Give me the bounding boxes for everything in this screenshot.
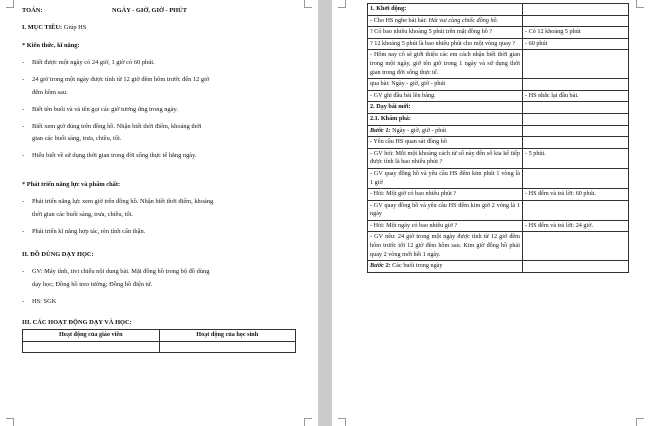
- teacher-activity-cell: [368, 50, 523, 79]
- objectives-heading: I. MỤC TIÊU: Giúp HS: [22, 24, 87, 31]
- list-item-line: 24 giờ trong một ngày được tính từ 12 giờ đêm hôm trước đến 12 giờ: [32, 76, 210, 83]
- cell-text: 2.1. Khám phá:: [370, 114, 411, 122]
- cell-text: - Cho HS nghe bài hát:: [370, 16, 429, 24]
- table-row: [368, 232, 629, 261]
- student-activity-cell: [523, 90, 629, 102]
- document-page-right: [332, 0, 650, 426]
- teacher-activity-cell: [368, 90, 523, 102]
- student-activity-cell: [523, 113, 629, 125]
- table-row: [368, 113, 629, 125]
- student-activity-cell: [523, 50, 629, 79]
- corner-mark: [6, 0, 14, 8]
- cell-text: Bước 2:: [370, 262, 391, 270]
- cell-text: - GV hỏi: Mỗi một khoảng cách từ số này đến số kia kế tiếp được tính là bao nhiêu phút ?: [370, 149, 520, 166]
- list-item-line: Phát triển năng lực xem giờ trên đồng hồ. Nhận biết thời điểm, khoảng: [32, 198, 214, 205]
- bullet-dash: -: [22, 59, 25, 66]
- teacher-activity-cell: [368, 137, 523, 149]
- cell-text: qua bài: Ngày - giờ, giờ - phút: [370, 80, 446, 88]
- bullet-dash: -: [22, 297, 25, 305]
- cell-text: Ngày - giờ, giờ - phút: [390, 126, 447, 134]
- corner-mark: [636, 0, 644, 8]
- cell-text: ? 12 khoảng 5 phút là bao nhiêu phút cho một vòng quay ?: [370, 39, 516, 47]
- ability-heading: * Phát triển năng lực và phẩm chất:: [22, 181, 121, 188]
- table-row: [368, 27, 629, 39]
- list-item-line: Biết tên buổi và và tên gọi các giờ tương ứng trong ngày.: [32, 105, 178, 113]
- cell-text: Các buổi trong ngày: [390, 262, 443, 270]
- teacher-activity-cell: [368, 38, 523, 50]
- teacher-activity-cell: [368, 200, 523, 220]
- cell-text: - HS nhắc lại đầu bài.: [525, 91, 579, 99]
- list-item-line: thời gian các buổi sáng, trưa, chiều, tối.: [32, 210, 134, 218]
- student-activity-cell: [523, 200, 629, 220]
- cell-text: - GV ghi đầu bài lên bảng.: [370, 91, 436, 99]
- student-activity-cell: [523, 261, 629, 273]
- corner-mark: [636, 418, 644, 426]
- student-column-header: Hoạt động của học sinh: [159, 330, 296, 342]
- student-activity-cell: [523, 168, 629, 188]
- table-row: [368, 15, 629, 27]
- list-item-line: Hiểu biết về sử dụng thời gian trong đời sống thực tế hằng ngày.: [32, 152, 197, 159]
- teacher-activity-cell: [368, 261, 523, 273]
- equipment-heading: II. ĐỒ DÙNG DẠY HỌC:: [22, 251, 94, 258]
- cell-text: - 5 phút.: [525, 149, 546, 157]
- student-activity-cell: [523, 189, 629, 201]
- table-row: [368, 148, 629, 168]
- table-row: [368, 168, 629, 188]
- teacher-activity-cell: [368, 102, 523, 114]
- teacher-activity-cell: [368, 4, 523, 16]
- cell-text: 2. Dạy bài mới:: [370, 103, 411, 111]
- table-cell: [159, 341, 296, 352]
- activities-table: [367, 3, 629, 273]
- corner-mark: [304, 0, 312, 8]
- cell-text: - Hỏi: Một ngày có bao nhiêu giờ ?: [370, 221, 458, 229]
- student-activity-cell: [523, 125, 629, 137]
- teacher-activity-cell: [368, 189, 523, 201]
- table-row: [368, 137, 629, 149]
- cell-text: Bước 1:: [370, 126, 391, 134]
- table-row: [368, 102, 629, 114]
- list-item-line: Biết được một ngày có 24 giờ, 1 giờ có 60 phút.: [32, 59, 155, 66]
- bullet-dash: -: [22, 227, 25, 235]
- document-page-left: [0, 0, 318, 426]
- corner-mark: [338, 0, 346, 8]
- cell-text: - Yêu cầu HS quan sát đồng hồ: [370, 138, 447, 146]
- teacher-activity-cell: [368, 148, 523, 168]
- student-activity-cell: [523, 137, 629, 149]
- table-row: [368, 220, 629, 232]
- student-activity-cell: [523, 38, 629, 50]
- list-item-line: gian các buổi sáng, trưa, chiều, tối.: [32, 135, 122, 142]
- teacher-activity-cell: [368, 220, 523, 232]
- bullet-dash: -: [22, 122, 25, 130]
- student-activity-cell: [523, 27, 629, 39]
- bullet-dash: -: [22, 268, 25, 275]
- cell-text: - Hôm nay cô sẽ giới thiệu các em cách nhận biết thời gian trong một ngày, giờ tên giờ trong 1 ngày và sử dụng thời gian trong đời sống thực tế.: [370, 51, 520, 76]
- teacher-column-header: Hoạt động của giáo viên: [23, 330, 160, 342]
- cell-text: - Có 12 khoảng 5 phút: [525, 28, 581, 36]
- table-row: [368, 90, 629, 102]
- subject-label: TOÁN:: [22, 7, 43, 14]
- table-row: [368, 4, 629, 16]
- student-activity-cell: [523, 148, 629, 168]
- table-row: [368, 189, 629, 201]
- student-activity-cell: [523, 232, 629, 261]
- cell-text: Hát vui cùng chiếc đồng hồ.: [428, 16, 499, 24]
- teacher-activity-cell: [368, 15, 523, 27]
- cell-text: - GV quay đồng hồ và yêu cầu HS đếm kim giờ 2 vòng là 1 ngày: [370, 201, 520, 218]
- table-row: [368, 79, 629, 91]
- cell-text: - GV quay đồng hồ và yêu cầu HS đếm kim phút 1 vòng là 1 giờ: [370, 169, 520, 186]
- cell-text: 1. Khởi động:: [370, 5, 407, 12]
- lesson-title: NGÀY - GIỜ, GIỜ - PHÚT: [112, 7, 188, 14]
- cell-text: - 60 phút: [525, 39, 548, 47]
- table-cell: [23, 341, 160, 352]
- teacher-activity-cell: [368, 232, 523, 261]
- teacher-activity-cell: [368, 27, 523, 39]
- corner-mark: [6, 418, 14, 426]
- activities-table-header: [22, 329, 296, 353]
- table-row: [368, 125, 629, 137]
- corner-mark: [338, 418, 346, 426]
- teacher-activity-cell: [368, 168, 523, 188]
- activities-heading: III. CÁC HOẠT ĐỘNG DẠY VÀ HỌC:: [22, 319, 132, 326]
- bullet-dash: -: [22, 76, 25, 83]
- knowledge-heading: * Kiến thức, kĩ năng:: [22, 42, 80, 49]
- corner-mark: [304, 418, 312, 426]
- table-row: [368, 38, 629, 50]
- list-item-line: HS: SGK: [32, 297, 57, 305]
- student-activity-cell: [523, 4, 629, 16]
- bullet-dash: -: [22, 152, 25, 159]
- list-item-line: đêm hôm sau.: [32, 88, 68, 96]
- student-activity-cell: [523, 102, 629, 114]
- list-item-line: Phát triển kĩ năng hợp tác, rèn tính cẩn thận.: [32, 227, 146, 235]
- teacher-activity-cell: [368, 125, 523, 137]
- cell-text: - GV nêu: 24 giờ trong một ngày được tính từ 12 giờ đêm hôm trước tới 12 giờ đêm hôm sau. Kim giờ đồng hồ phải quay 2 vòng mới hết 1 ngày.: [370, 233, 520, 258]
- cell-text: - HS đếm và trả lời: 60 phút.: [525, 190, 596, 198]
- teacher-activity-cell: [368, 113, 523, 125]
- table-row: [368, 261, 629, 273]
- table-row: [368, 200, 629, 220]
- list-item-line: GV: Máy tính, tivi chiếu nội dung bài. Mặt đồng hồ trong bộ đồ dùng: [32, 268, 210, 275]
- list-item-line: dạy học; Đồng hồ treo tường; Đồng hồ điện tử.: [32, 280, 153, 288]
- student-activity-cell: [523, 220, 629, 232]
- student-activity-cell: [523, 15, 629, 27]
- student-activity-cell: [523, 79, 629, 91]
- list-item-line: Biết xem giờ đúng trên đồng hồ. Nhận biết thời điểm, khoảng thời: [32, 122, 202, 130]
- table-row: [368, 50, 629, 79]
- cell-text: ? Có bao nhiêu khoảng 5 phút trên mặt đồng hồ ?: [370, 28, 493, 36]
- cell-text: - HS đếm và trả lời: 24 giờ.: [525, 221, 594, 229]
- teacher-activity-cell: [368, 79, 523, 91]
- cell-text: - Hỏi: Một giờ có bao nhiêu phút ?: [370, 190, 457, 198]
- bullet-dash: -: [22, 105, 25, 113]
- bullet-dash: -: [22, 198, 25, 205]
